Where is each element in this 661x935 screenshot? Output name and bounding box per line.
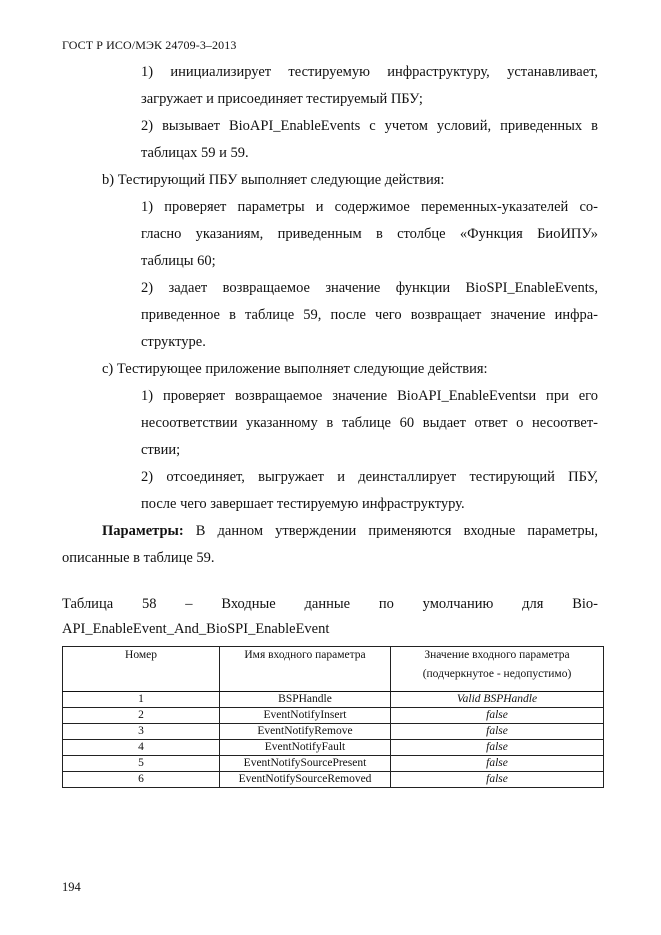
cell-value: false (391, 756, 604, 772)
column-header-value (391, 647, 604, 692)
table-caption: Таблица 58 – Входные данные по умолчанию для Bio- (62, 596, 598, 612)
column-header-value-title: Значение входного параметра (424, 649, 570, 661)
cell-number: 6 (63, 772, 220, 788)
paragraph-line: 2) отсоединяет, выгружает и деинсталлирует тестирующий ПБУ, (141, 469, 598, 485)
cell-number: 3 (63, 724, 220, 740)
paragraph-line: 1) инициализирует тестируемую инфраструктуру, устанавливает, (141, 64, 598, 80)
paragraph-line: описанные в таблице 59. (62, 550, 215, 566)
table-header-row (63, 647, 604, 692)
input-data-table (62, 646, 604, 788)
cell-value: false (391, 724, 604, 740)
cell-value: false (391, 772, 604, 788)
cell-name: EventNotifyRemove (220, 724, 391, 740)
cell-value: false (391, 740, 604, 756)
table-row (63, 724, 604, 740)
column-header-name: Имя входного параметра (220, 647, 391, 692)
paragraph-line: ствии; (141, 442, 181, 458)
table-row (63, 692, 604, 708)
parameters-text: В данном утверждении применяются входные параметры, (183, 523, 598, 539)
paragraph-line: несоответствии указанному в таблице 60 выдает ответ о несоответ- (141, 415, 598, 431)
parameters-line (102, 523, 598, 540)
column-header-number: Номер (63, 647, 220, 692)
cell-name: EventNotifyInsert (220, 708, 391, 724)
cell-number: 2 (63, 708, 220, 724)
paragraph-line: после чего завершает тестируемую инфраструктуру. (141, 496, 465, 512)
cell-value: Valid BSPHandle (391, 692, 604, 708)
table-row (63, 740, 604, 756)
paragraph-line: таблицы 60; (141, 253, 216, 269)
paragraph-line: гласно указаниям, приведенным в столбце «Функция БиоИПУ» (141, 226, 598, 242)
cell-name: EventNotifyFault (220, 740, 391, 756)
table-row (63, 772, 604, 788)
cell-number: 4 (63, 740, 220, 756)
cell-value: false (391, 708, 604, 724)
list-item-heading: c) Тестирующее приложение выполняет следующие действия: (102, 361, 488, 377)
cell-name: EventNotifySourceRemoved (220, 772, 391, 788)
paragraph-line: 2) вызывает BioAPI_EnableEvents с учетом условий, приведенных в (141, 118, 598, 134)
paragraph-line: таблицах 59 и 59. (141, 145, 249, 161)
table-caption-continued: API_EnableEvent_And_BioSPI_EnableEvent (62, 621, 330, 637)
document-header: ГОСТ Р ИСО/МЭК 24709-3–2013 (62, 38, 237, 52)
paragraph-line: 1) проверяет возвращаемое значение BioAPI_EnableEventsи при его (141, 388, 598, 404)
cell-number: 1 (63, 692, 220, 708)
page-number: 194 (62, 880, 81, 894)
paragraph-line: приведенное в таблице 59, после чего возвращает значение инфра- (141, 307, 598, 323)
cell-name: BSPHandle (220, 692, 391, 708)
cell-name: EventNotifySourcePresent (220, 756, 391, 772)
parameters-label: Параметры: (102, 523, 184, 539)
list-item-heading: b) Тестирующий ПБУ выполняет следующие действия: (102, 172, 445, 188)
table-row (63, 708, 604, 724)
paragraph-line: 2) задает возвращаемое значение функции BioSPI_EnableEvents, (141, 280, 598, 296)
paragraph-line: структуре. (141, 334, 206, 350)
cell-number: 5 (63, 756, 220, 772)
table-row (63, 756, 604, 772)
paragraph-line: загружает и присоединяет тестируемый ПБУ; (141, 91, 423, 107)
column-header-value-note: (подчеркнутое - недопустимо) (422, 668, 572, 680)
paragraph-line: 1) проверяет параметры и содержимое переменных-указателей со- (141, 199, 598, 215)
